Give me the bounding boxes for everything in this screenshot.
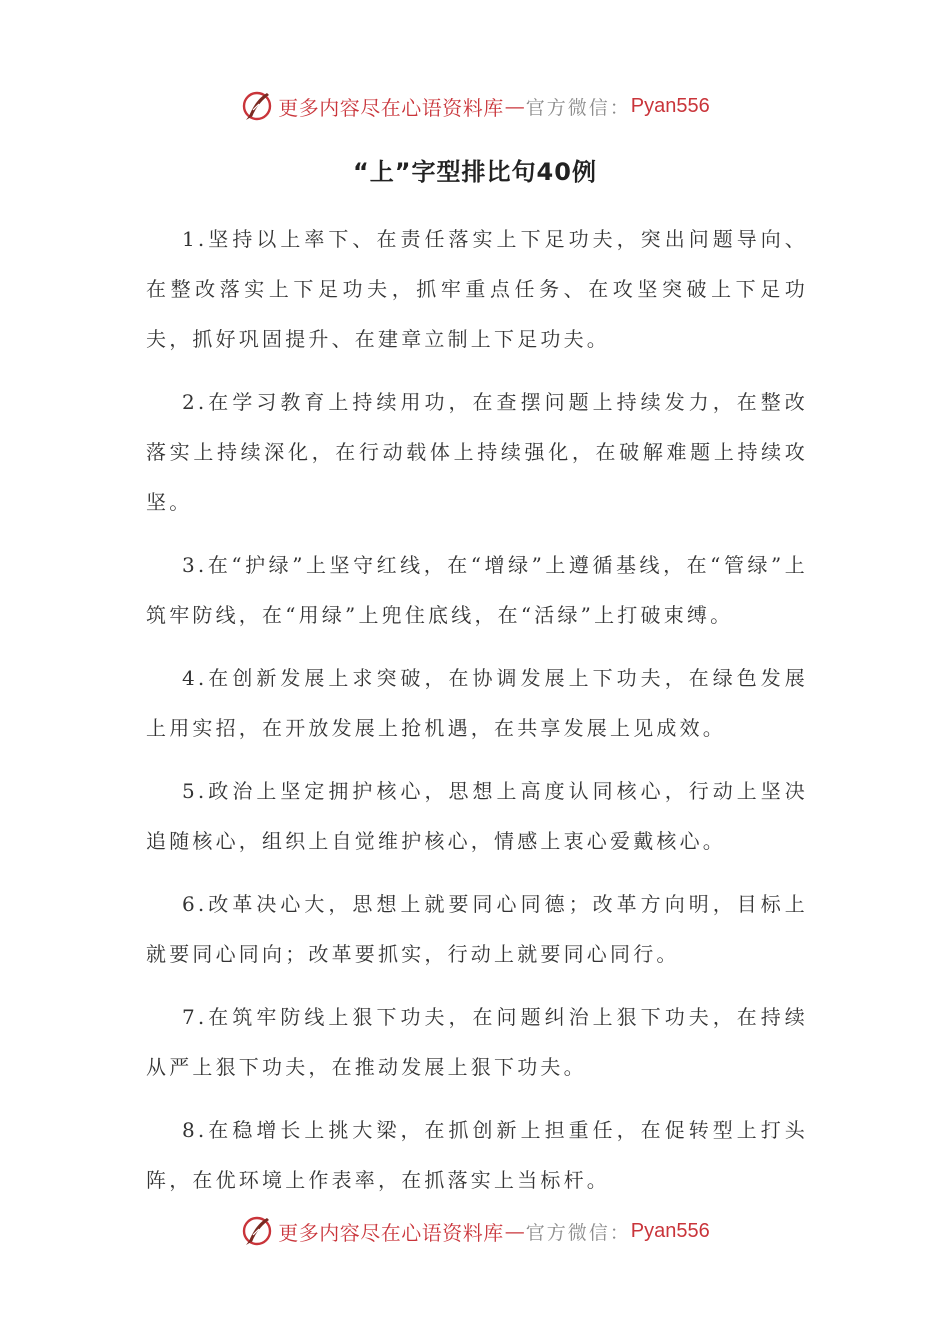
- paragraph-2: 2.在学习教育上持续用功，在查摆问题上持续发力，在整改落实上持续深化，在行动载体上持续强化，在破解难题上持续攻坚。: [146, 390, 808, 514]
- banner-wechat-label: 官方微信：: [525, 1221, 631, 1244]
- paragraph-3: 3.在“护绿”上坚守红线，在“增绿”上遵循基线，在“管绿”上筑牢防线，在“用绿”上兜住底线，在“活绿”上打破束缚。: [146, 553, 808, 627]
- paragraph-5: 5.政治上坚定拥护核心，思想上高度认同核心，行动上坚决追随核心，组织上自觉维护核心，情感上衷心爱戴核心。: [146, 779, 808, 853]
- footer-watermark-banner: [0, 1211, 950, 1251]
- banner-main-text: 更多内容尽在心语资料库: [278, 95, 504, 120]
- quill-pen-logo-icon: [240, 1214, 274, 1248]
- paragraph-7: 7.在筑牢防线上狠下功夫，在问题纠治上狠下功夫，在持续从严上狠下功夫，在推动发展上狠下功夫。: [146, 1005, 808, 1079]
- paragraph-8: 8.在稳增长上挑大梁，在抓创新上担重任，在促转型上打头阵，在优环境上作表率，在抓落实上当标杆。: [146, 1118, 808, 1192]
- banner-main-text: 更多内容尽在心语资料库: [278, 1220, 504, 1245]
- quill-pen-logo-icon: [240, 89, 274, 123]
- paragraph-4: 4.在创新发展上求突破，在协调发展上下功夫，在绿色发展上用实招，在开放发展上抢机遇，在共享发展上见成效。: [146, 666, 808, 740]
- document-title: “上”字型排比句40例: [353, 158, 597, 186]
- banner-dash: —: [504, 1219, 525, 1243]
- header-watermark-banner: [0, 86, 950, 126]
- paragraph-6: 6.改革决心大，思想上就要同心同德；改革方向明，目标上就要同心同向；改革要抓实，行动上就要同心同行。: [146, 892, 808, 966]
- banner-dash: —: [504, 94, 525, 118]
- banner-wechat-id: Pyan556: [630, 94, 710, 117]
- document-body: [146, 214, 808, 1218]
- paragraph-1: 1.坚持以上率下、在责任落实上下足功夫，突出问题导向、在整改落实上下足功夫，抓牢重点任务、在攻坚突破上下足功夫，抓好巩固提升、在建章立制上下足功夫。: [146, 227, 808, 351]
- banner-wechat-id: Pyan556: [630, 1219, 710, 1242]
- banner-wechat-label: 官方微信：: [525, 96, 631, 119]
